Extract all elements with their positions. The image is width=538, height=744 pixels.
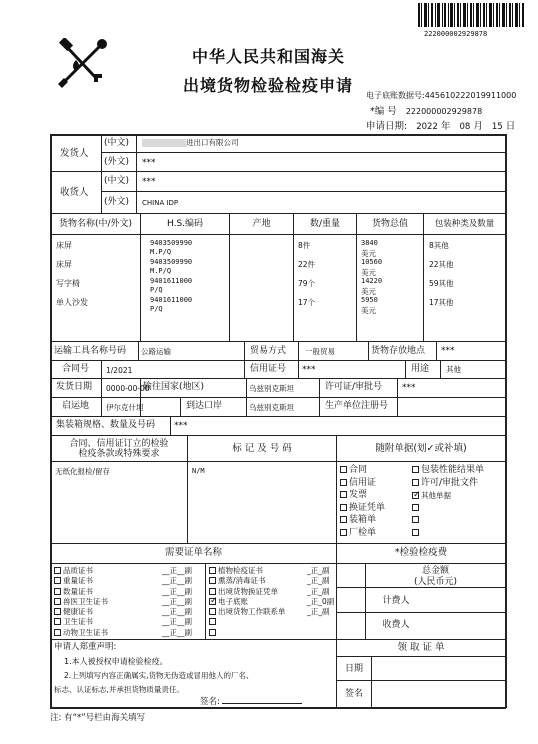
- checkbox[interactable]: [412, 504, 419, 511]
- checkbox[interactable]: [340, 491, 347, 498]
- total-amount-label: [366, 566, 505, 588]
- checkbox[interactable]: [340, 466, 347, 473]
- goods-value: 14220: [361, 277, 383, 285]
- certs-section-label: 需要证单名称: [164, 547, 222, 558]
- goods-name: 写字椅: [56, 279, 80, 288]
- declaration-title: 申请人郑重声明:: [54, 642, 117, 652]
- date-year-unit: 年: [440, 121, 451, 132]
- original-label: 正: [169, 586, 177, 596]
- copy-label: 副: [184, 627, 192, 637]
- cert-checkbox-item[interactable]: [54, 587, 204, 597]
- checkbox[interactable]: [54, 618, 61, 625]
- goods-currency: 美元: [361, 306, 376, 315]
- goods-value: 5950: [361, 296, 378, 304]
- checkbox[interactable]: [54, 567, 61, 574]
- checkbox[interactable]: [209, 618, 216, 625]
- permit-label: 许可证/审批号: [325, 382, 383, 392]
- producer-label: 生产单位注册号: [325, 401, 389, 411]
- transport-tool-value: 公路运输: [141, 347, 171, 356]
- cert-checkbox-item[interactable]: [54, 628, 204, 638]
- terms-label-2: 检疫条款或特殊要求: [78, 449, 160, 459]
- cert-label: 电子底账: [218, 596, 248, 606]
- checkbox[interactable]: [209, 577, 216, 584]
- goods-currency: 美元: [361, 287, 376, 296]
- certs-right-list: [209, 566, 335, 638]
- contract-value: 1/2021: [106, 366, 133, 375]
- cert-label: 熏蒸/消毒证书: [218, 576, 266, 586]
- cert-checkbox-item[interactable]: [54, 566, 204, 576]
- cert-checkbox-item[interactable]: [209, 597, 335, 607]
- arrival-port-value: 乌兹别克斯坦: [249, 403, 294, 412]
- cert-label: 品质证书: [63, 566, 93, 575]
- total-amount-label-line2: (人民币元): [413, 577, 458, 587]
- doc-checkbox-item[interactable]: [412, 503, 484, 516]
- ship-date-value: 0000-00-00: [106, 384, 150, 393]
- checkbox[interactable]: [209, 588, 216, 595]
- container-value: ***: [174, 421, 188, 431]
- cert-label: 植物检疫证书: [218, 566, 263, 575]
- shipper-en-value: ***: [142, 158, 156, 168]
- shipper-cn-row: [142, 137, 239, 148]
- origin-port-label: 启运地: [62, 401, 90, 411]
- receipt-label: 领 取 证 单: [397, 642, 445, 653]
- doc-checkbox-item[interactable]: [412, 490, 484, 503]
- docs-label: 随附单据(划✓或补填): [375, 443, 467, 454]
- use-label: 用途: [411, 364, 430, 374]
- original-label: 正: [310, 586, 319, 596]
- collect-person-label: 收费人: [382, 620, 410, 630]
- storage-label: 货物存放地点: [371, 346, 426, 356]
- checkbox[interactable]: [54, 608, 61, 615]
- cert-checkbox-item[interactable]: [209, 566, 335, 576]
- barcode-number: 222000002929878: [424, 30, 488, 38]
- date-row: [366, 121, 515, 133]
- goods-hs-extra: P/Q: [150, 305, 163, 313]
- cert-copy-count: _正_副: [307, 586, 330, 596]
- lc-label: 信用证号: [250, 364, 287, 374]
- cert-copy-count: __正__副: [162, 627, 192, 637]
- receipt-date-label: 日期: [344, 664, 363, 674]
- checkbox[interactable]: [412, 516, 419, 523]
- original-label: 正: [169, 607, 177, 617]
- signature-line: [222, 703, 302, 704]
- goods-currency: 美元: [361, 268, 376, 277]
- cert-copy-count: __正__副: [162, 596, 192, 606]
- trade-mode-label: 贸易方式: [250, 346, 287, 356]
- terms-label-1: 合同、信用证订立的检验: [69, 439, 169, 449]
- fee-label: *检验检疫费: [394, 547, 448, 558]
- consignee-cn-value: ***: [142, 177, 156, 187]
- shipper-cn-label: (中文): [104, 138, 130, 148]
- declaration-sign-label: 签名:: [200, 697, 220, 707]
- e-base-row: [366, 90, 516, 101]
- e-base-label: 电子底账数据号:: [366, 91, 425, 100]
- consignee-cn-label: (中文): [104, 176, 130, 186]
- calc-person-label: 计费人: [382, 596, 410, 606]
- original-label: 正: [169, 627, 177, 637]
- goods-hs: 9401611000: [150, 277, 193, 285]
- terms-value: 无纸化报检/留存: [55, 467, 111, 476]
- goods-hs-extra: M.P/Q: [150, 248, 172, 256]
- marks-value: N/M: [192, 467, 205, 475]
- total-amount-label-line1: 总金额: [421, 566, 449, 576]
- trade-mode-value: 一般贸易: [305, 347, 335, 356]
- doc-label: 合同: [349, 465, 368, 475]
- goods-name: 床屏: [56, 260, 72, 269]
- goods-name: 单人沙发: [56, 298, 88, 307]
- original-label: 正: [169, 596, 177, 606]
- checkbox[interactable]: [209, 629, 216, 636]
- check-mark-icon: ✓: [413, 490, 421, 500]
- shipper-en-label: (外文): [104, 157, 130, 167]
- copy-label: 副: [184, 566, 192, 575]
- copy-label: 副: [184, 586, 192, 596]
- footer-note: 注: 有“*”号栏由海关填写: [50, 713, 146, 723]
- cert-label: 兽医卫生证书: [63, 596, 108, 606]
- copy-label: 副: [326, 596, 335, 606]
- original-label: 正: [169, 566, 177, 575]
- goods-hs-extra: P/Q: [150, 286, 163, 294]
- goods-hs: 9403509990: [150, 258, 193, 266]
- cert-copy-count: __正__副: [162, 607, 192, 617]
- checkbox[interactable]: [340, 529, 347, 536]
- declaration-line2: 2.上列填写内容正确属实,货物无伪造或冒用他人的厂名、: [64, 671, 254, 680]
- docs-left-list: [340, 465, 385, 540]
- lc-value: ***: [302, 365, 316, 375]
- goods-header-qty: 数/重量: [309, 219, 341, 229]
- consignee-en-value: CHINA IDP: [142, 199, 179, 207]
- e-base-number: 445610222019911000: [424, 91, 517, 100]
- cert-checkbox-item[interactable]: [209, 617, 335, 627]
- cert-label: 动物卫生证书: [63, 627, 108, 637]
- ship-date-label: 发货日期: [56, 382, 93, 392]
- date-year: 2022: [416, 122, 438, 132]
- doc-checkbox-item[interactable]: [340, 515, 385, 528]
- title-line2: 出境货物检验检疫申请: [183, 76, 354, 95]
- goods-pack: 8其他: [429, 241, 449, 250]
- cert-label: 出境货物换证凭单: [218, 586, 278, 596]
- declaration-line3: 标志、认证标志,并承担货物质量责任。: [54, 685, 184, 694]
- cert-checkbox-item[interactable]: [209, 576, 335, 586]
- copy-label: 副: [184, 596, 192, 606]
- cert-copy-count: _正_副: [307, 576, 330, 586]
- goods-hs: 9403509990: [150, 239, 193, 247]
- declaration-sign-row: [200, 697, 302, 708]
- date-label: 申请日期:: [366, 121, 408, 132]
- original-label: 正: [310, 566, 319, 575]
- copy-label: 副: [184, 576, 192, 586]
- goods-pack: 17其他: [429, 298, 454, 307]
- cert-copy-count: _正_副: [307, 607, 330, 617]
- cert-checkbox-item[interactable]: [209, 628, 335, 638]
- consignee-en-label: (外文): [104, 197, 130, 207]
- checkbox[interactable]: [54, 629, 61, 636]
- consignee-label: 收货人: [60, 187, 89, 198]
- doc-checkbox-item[interactable]: [340, 478, 385, 491]
- dest-country-value: 乌兹别克斯坦: [249, 384, 294, 393]
- doc-checkbox-item[interactable]: [412, 515, 484, 528]
- arrival-port-label: 到达口岸: [186, 401, 223, 411]
- serial-row: [370, 106, 482, 118]
- docs-right-list: [412, 465, 484, 540]
- contract-label: 合同号: [62, 364, 90, 374]
- goods-qty: 17个: [298, 298, 316, 307]
- checkbox[interactable]: [54, 577, 61, 584]
- goods-pack: 59其他: [429, 279, 454, 288]
- cert-copy-count: __正__副: [162, 617, 192, 627]
- serial-number: 222000002929878: [405, 107, 483, 116]
- customs-emblem-icon: [56, 38, 112, 88]
- copy-label: 副: [322, 586, 330, 596]
- goods-value: 10560: [361, 258, 383, 266]
- cert-label: 重量证书: [63, 576, 93, 586]
- goods-header-hs: H.S.编码: [166, 219, 204, 229]
- title-line1: 中华人民共和国海关: [192, 47, 346, 66]
- doc-label: 包装性能结果单: [421, 465, 485, 475]
- goods-qty: 8件: [298, 241, 311, 250]
- original-label: 正: [310, 596, 319, 606]
- declaration-line1: 1.本人被授权申请检验检疫。: [64, 657, 168, 666]
- serial-label: *编 号: [370, 106, 397, 117]
- cert-label: 数量证书: [63, 586, 93, 596]
- doc-label: 发票: [349, 490, 368, 500]
- checkbox[interactable]: [340, 479, 347, 486]
- storage-value: ***: [441, 346, 455, 356]
- goods-pack: 22其他: [429, 260, 454, 269]
- date-month: 08: [459, 122, 471, 132]
- barcode: [418, 3, 526, 27]
- cert-label: 出境货物工作联系单: [218, 607, 286, 617]
- copy-label: 副: [322, 566, 330, 575]
- goods-hs: 9401611000: [150, 296, 193, 304]
- use-value: 其他: [446, 365, 461, 374]
- checkbox[interactable]: [340, 504, 347, 511]
- certs-left-list: [54, 566, 204, 638]
- doc-checkbox-item[interactable]: [340, 503, 385, 516]
- copy-label: 副: [322, 607, 330, 617]
- doc-label: 许可/审批文件: [421, 477, 479, 488]
- goods-header-name: 货物名称(中/外文): [58, 219, 133, 229]
- origin-port-value: 伊尔克什坦: [106, 403, 144, 412]
- date-month-unit: 月: [473, 121, 483, 132]
- doc-label: 其他单据: [421, 491, 451, 500]
- goods-header-origin: 产地: [252, 219, 271, 229]
- cert-checkbox-item[interactable]: [209, 587, 335, 597]
- original-label: 正: [310, 576, 319, 586]
- copy-label: 副: [184, 617, 192, 627]
- redacted-block: [142, 139, 186, 147]
- cert-copy-count: _正_副: [307, 566, 330, 575]
- checkbox[interactable]: [54, 588, 61, 595]
- check-mark-icon: ✓: [210, 595, 218, 606]
- date-day-unit: 日: [505, 121, 516, 132]
- goods-value: 3840: [361, 239, 378, 247]
- checkbox-checked[interactable]: [209, 595, 218, 606]
- checkbox-checked[interactable]: [412, 492, 419, 499]
- checkbox[interactable]: [412, 529, 419, 536]
- copy-label: 副: [184, 607, 192, 617]
- checkbox[interactable]: [412, 466, 419, 473]
- original-label: 正: [169, 576, 177, 586]
- copy-count-value: 0: [322, 596, 327, 606]
- copy-label: 副: [322, 576, 330, 586]
- goods-name: 床屏: [56, 241, 72, 250]
- checkbox[interactable]: [54, 598, 61, 605]
- doc-label: 信用证: [349, 477, 377, 488]
- cert-checkbox-item[interactable]: [54, 617, 204, 627]
- checkbox[interactable]: [412, 479, 419, 486]
- cert-checkbox-item[interactable]: [54, 607, 204, 617]
- cert-checkbox-item[interactable]: [209, 607, 335, 617]
- cert-copy-count: __正__副: [162, 566, 192, 575]
- goods-currency: 美元: [361, 249, 376, 258]
- cert-copy-count: __正__副: [162, 586, 192, 596]
- permit-value: ***: [402, 383, 416, 393]
- doc-label: 换证凭单: [349, 502, 386, 513]
- goods-hs-extra: M.P/Q: [150, 267, 172, 275]
- goods-header-pack: 包装种类及数量: [434, 219, 495, 229]
- goods-qty: 22件: [298, 260, 316, 269]
- receipt-sign-label: 签名: [344, 689, 363, 699]
- cert-copy-count: _正_0副: [307, 596, 335, 606]
- cert-label: 健康证书: [63, 607, 93, 617]
- doc-checkbox-item[interactable]: [340, 490, 385, 503]
- original-label: 正: [310, 607, 319, 617]
- cert-copy-count: __正__副: [162, 576, 192, 586]
- shipper-cn-value: 进出口有限公司: [186, 138, 239, 147]
- container-label: 集装箱规格、数量及号码: [56, 420, 156, 430]
- checkbox[interactable]: [209, 567, 216, 574]
- cert-label: 卫生证书: [63, 617, 93, 627]
- date-day: 15: [491, 122, 503, 132]
- marks-label: 标 记 及 号 码: [232, 443, 292, 454]
- original-label: 正: [169, 617, 177, 627]
- shipper-label: 发货人: [60, 148, 89, 159]
- doc-label: 厂检单: [349, 527, 377, 538]
- barcode-graphic: [418, 3, 526, 27]
- dest-country-label: 输往国家(地区): [143, 382, 205, 392]
- doc-checkbox-item[interactable]: [340, 528, 385, 541]
- transport-tool-label: 运输工具名称号码: [54, 346, 127, 356]
- checkbox[interactable]: [209, 608, 216, 615]
- goods-qty: 79个: [298, 279, 316, 288]
- goods-header-value: 货物总值: [371, 219, 408, 229]
- doc-checkbox-item[interactable]: [412, 528, 484, 541]
- cert-checkbox-item[interactable]: [54, 597, 204, 607]
- doc-checkbox-item[interactable]: [340, 465, 385, 478]
- doc-label: 装箱单: [349, 515, 377, 525]
- doc-checkbox-item[interactable]: [412, 478, 484, 491]
- doc-checkbox-item[interactable]: [412, 465, 484, 478]
- checkbox[interactable]: [340, 516, 347, 523]
- cert-checkbox-item[interactable]: [54, 576, 204, 586]
